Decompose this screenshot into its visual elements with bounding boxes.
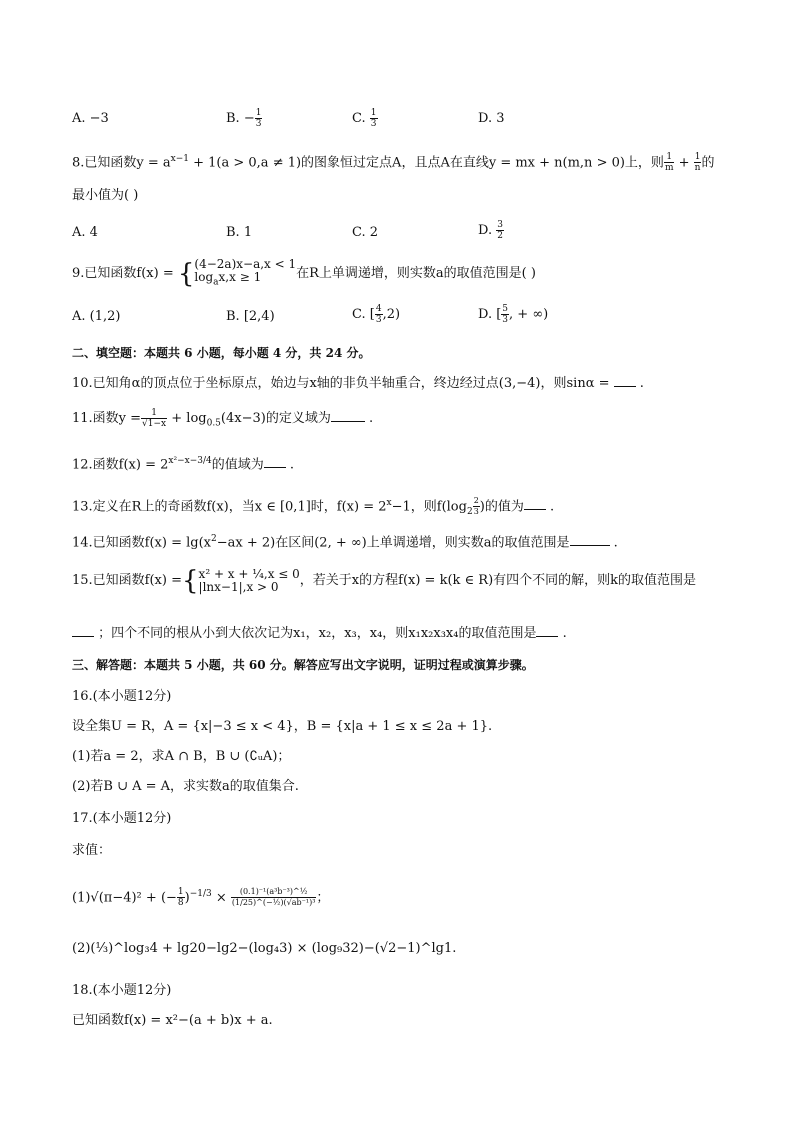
q16-line2: (1)若a = 2，求A ∩ B，B ∪ (∁ᵤA)； [72, 749, 291, 764]
q11-part1: 11.函数y = [72, 411, 142, 426]
q13-fraction [473, 496, 480, 517]
q9-piece2-base: a [213, 277, 219, 288]
q16-line1: 设全集U = R，A = {x|−3 ≤ x < 4}，B = {x|a + 1 ≤ x ≤ 2a + 1}. [72, 719, 493, 734]
q17-heading: 17.(本小题12分) [72, 811, 172, 826]
q8-stem-line2: 最小值为( ) [72, 188, 139, 203]
q8-stem-part3: 的 [701, 155, 715, 171]
q17-line1: 求值： [72, 843, 112, 858]
q8-option-b: B. 1 [226, 225, 253, 240]
q17-p1-exponent: −1/3 [189, 889, 212, 899]
q10-text: 10.已知角α的顶点位于坐标原点，始边与x轴的非负半轴重合，终边经过点(3,−4)，则sinα = [72, 376, 610, 391]
q8-frac-m [664, 152, 675, 173]
q14-part1: 14.已知函数f(x) = lg(x [72, 535, 212, 551]
q12-exponent: x²−x−3/4 [168, 456, 212, 466]
q7-option-d: D. 3 [478, 111, 505, 126]
q9-stem-part2: 在R上单调递增，则实数a的取值范围是( ) [296, 266, 536, 282]
q7-option-c-prefix: C. [352, 111, 366, 126]
q13-log-base: 2 [466, 506, 473, 517]
q11-part3: (4x−3)的定义域为 [220, 411, 331, 426]
q8-stem-part2: + 1(a > 0,a ≠ 1)的图象恒过定点A，且点A在直线y = mx + n(m,n > 0)上，则 [189, 155, 664, 171]
numerator: 1 [694, 152, 701, 163]
q13-end: . [545, 499, 555, 515]
q9-piece2-rest: x,x ≥ 1 [218, 270, 262, 284]
q14-part2: −ax + 2)在区间(2, + ∞)上单调递增，则实数a的取值范围是 [216, 535, 570, 551]
q11-log-base: 0.5 [206, 418, 221, 429]
q12-part2: 的值域为 [211, 457, 264, 473]
section-2-heading: 二、填空题：本题共 6 小题，每小题 4 分，共 24 分。 [72, 346, 371, 360]
q13-exponent: x [386, 498, 392, 508]
q15 [72, 566, 696, 596]
denominator: 3 [375, 315, 382, 325]
q15-part1: 15.已知函数f(x) = [72, 573, 182, 588]
denominator: √1−x [142, 419, 167, 429]
denominator: 8 [177, 898, 184, 909]
q7-option-b-prefix: B. − [226, 111, 255, 126]
q17-p1-c: ) [184, 890, 190, 906]
q13-blank [524, 497, 546, 510]
q13-part3: )的值为 [479, 499, 524, 515]
q16-line3: (2)若B ∪ A = A，求实数a的取值集合. [72, 779, 299, 794]
q9-piece2 [194, 271, 296, 289]
q9-option-b: B. [2,4) [226, 309, 275, 324]
numerator: (0.1)⁻¹(a³b⁻³)^½ [231, 887, 316, 898]
q14-end: . [609, 535, 618, 551]
q14 [72, 530, 618, 552]
numerator: 1 [177, 887, 184, 898]
q7-option-c [352, 108, 378, 129]
q13-part2: −1，则f(log [391, 499, 467, 515]
q8-option-d-fraction [496, 220, 504, 241]
q10 [72, 374, 644, 393]
q17-p1-times: × [211, 890, 231, 906]
q12 [72, 452, 294, 474]
denominator: 2 [497, 231, 503, 241]
q8-option-a: A. 4 [72, 225, 98, 240]
q16-heading: 16.(本小题12分) [72, 689, 172, 704]
q15-line2-text: ；四个不同的根从小到大依次记为x₁，x₂，x₃，x₄，则x₁x₂x₃x₄的取值范围是 [94, 626, 537, 641]
q11-part2: + log [167, 411, 207, 426]
q15-piece2: |lnx−1|,x > 0 [198, 579, 279, 594]
q17-part1 [72, 874, 329, 918]
q17-p1-b: + (− [141, 890, 177, 906]
q15-line2 [72, 624, 567, 643]
q18-line1: 已知函数f(x) = x²−(a + b)x + a. [72, 1013, 273, 1028]
q14-exponent: 2 [211, 534, 217, 544]
q15-line2-end: . [558, 626, 567, 641]
q9-stem [72, 258, 536, 289]
q9-option-d-suffix: , + ∞) [509, 307, 549, 322]
q17-p1-label: (1) [72, 890, 91, 906]
q8-stem [72, 150, 714, 173]
denominator: m [664, 163, 674, 174]
q8-option-d [478, 220, 504, 241]
q12-part1: 12.函数f(x) = 2 [72, 457, 169, 473]
q17-part2: (2)(⅓)^log₃4 + lg20−lg2−(log₄3) × (log₉32)−(√2−1)^lg1. [72, 941, 457, 956]
q9-brace: { [177, 258, 195, 289]
q8-plus: + [674, 155, 694, 171]
q8-option-c: C. 2 [352, 225, 379, 240]
q9-stem-part1: 9.已知函数f(x) = [72, 266, 178, 282]
section-3-heading: 三、解答题：本题共 5 小题，共 60 分。解答应写出文字说明，证明过程或演算步骤。 [72, 658, 534, 672]
q7-option-b [226, 108, 262, 129]
numerator: 1 [255, 108, 262, 118]
numerator: 1 [664, 152, 675, 163]
q15-piecewise [199, 568, 300, 594]
q9-option-a: A. (1,2) [72, 309, 121, 324]
q8-stem-part1: 8.已知函数y = a [72, 155, 171, 171]
numerator: 4 [375, 304, 382, 314]
denominator: 3 [473, 507, 479, 517]
denominator: 3 [255, 119, 262, 129]
q11 [72, 408, 373, 433]
q10-end: . [635, 376, 644, 391]
q9-piece1: (4−2a)x−a,x < 1 [194, 257, 297, 271]
q13 [72, 494, 554, 521]
q9-option-d-fraction [501, 304, 509, 325]
numerator: 5 [502, 304, 509, 314]
denominator: (1/25)^(−½)(√ab⁻¹)³ [231, 898, 316, 908]
q17-p1-end: ； [316, 890, 330, 906]
q17-p1-big-fraction [231, 887, 316, 908]
q17-p1-sqrt: √(π−4)² [90, 890, 142, 906]
q14-blank [570, 533, 610, 546]
q9-piece2-log: log [194, 270, 214, 284]
denominator: 3 [370, 119, 377, 129]
q9-option-c [352, 304, 400, 325]
q8-option-d-prefix: D. [478, 223, 493, 238]
numerator: 3 [497, 220, 503, 230]
q12-end: . [285, 457, 294, 473]
q9-piecewise [194, 258, 296, 289]
denominator: 3 [502, 315, 509, 325]
numerator: 2 [473, 496, 479, 506]
q15-brace: { [182, 565, 199, 596]
q8-exponent: x−1 [170, 154, 189, 164]
q9-option-c-prefix: C. [ [352, 307, 375, 322]
q12-blank [264, 455, 286, 468]
q9-option-c-suffix: ,2) [382, 307, 401, 322]
q17-p1-fraction [177, 887, 185, 908]
q11-end: . [364, 411, 374, 426]
q9-option-c-fraction [375, 304, 383, 325]
q18-heading: 18.(本小题12分) [72, 983, 172, 998]
q15-part2: ，若关于x的方程f(x) = k(k ∈ R)有四个不同的解，则k的取值范围是 [299, 573, 697, 588]
q15-piece1: x² + x + ¼,x ≤ 0 [198, 566, 300, 581]
numerator: 1 [370, 108, 377, 118]
q11-fraction [141, 408, 167, 429]
q7-option-a: A. −3 [72, 111, 109, 126]
q9-option-d-prefix: D. [ [478, 307, 502, 322]
numerator: 1 [141, 408, 167, 419]
denominator: n [694, 163, 701, 174]
q11-blank [331, 409, 365, 422]
q7-option-c-fraction [370, 108, 378, 129]
q10-blank [614, 374, 636, 387]
q15-blank-2 [536, 624, 558, 637]
q9-option-d [478, 304, 548, 325]
q7-option-b-fraction [255, 108, 263, 129]
q13-part1: 13.定义在R上的奇函数f(x)，当x ∈ [0,1]时，f(x) = 2 [72, 499, 387, 515]
q15-blank-1 [72, 624, 94, 637]
